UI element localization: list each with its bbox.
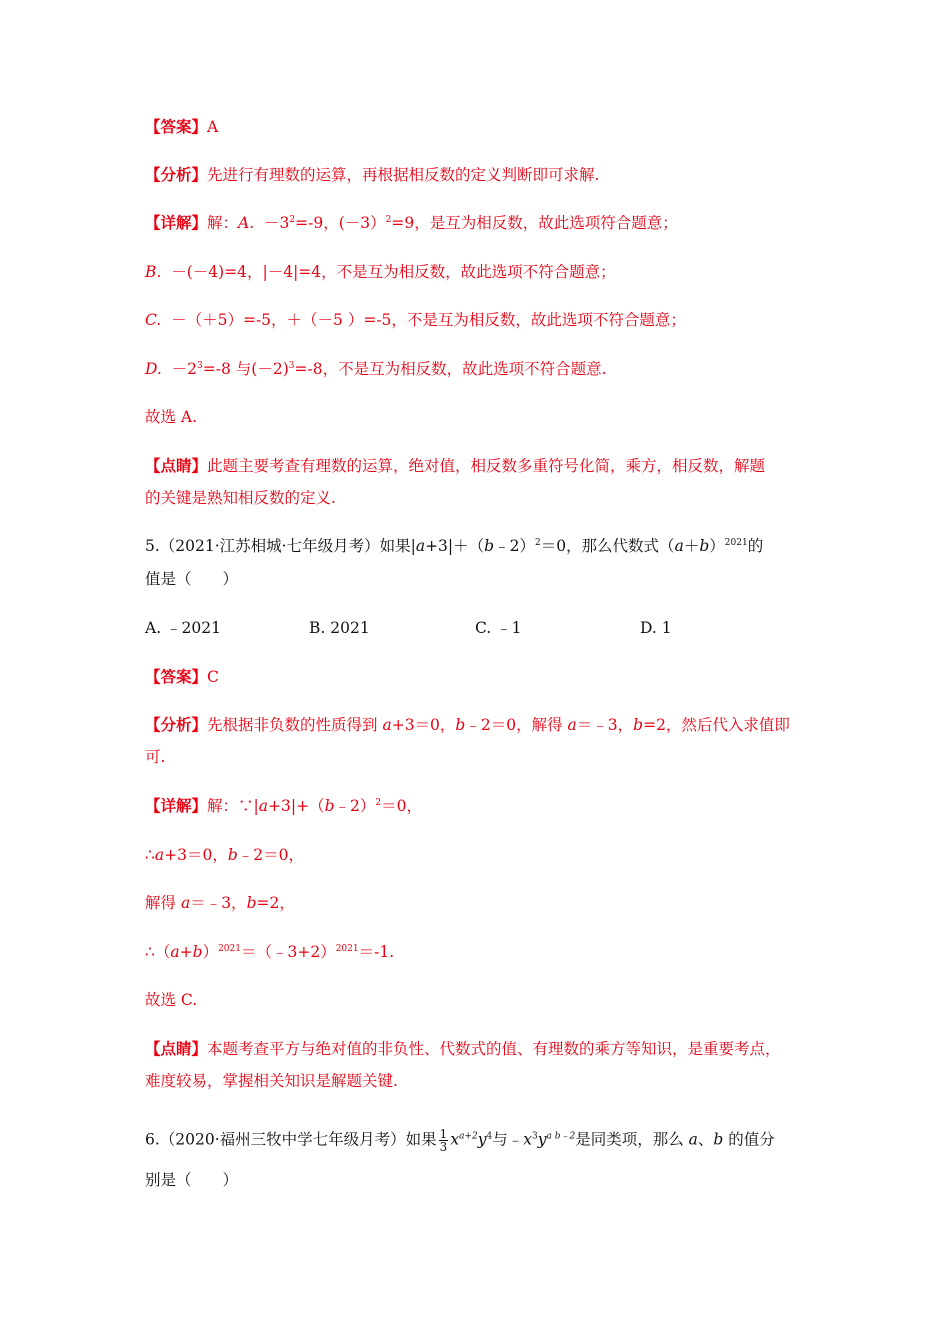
exponent: 2021 xyxy=(724,538,748,548)
exponent: a+2 xyxy=(459,1131,478,1142)
q6-stem-text: 是同类项，那么 xyxy=(575,1130,689,1149)
q5-stem-text: ＋ xyxy=(683,537,700,555)
q4-comment-line-2 xyxy=(145,487,336,509)
analysis-tag: 【分析】 xyxy=(145,165,208,184)
q5-detail-text: ﹣2＝0， xyxy=(237,846,305,864)
q5-options xyxy=(145,617,845,639)
q5-conclusion-text: 故选 C. xyxy=(145,991,198,1009)
var-x: x xyxy=(450,1130,460,1149)
q5-detail-text: =2， xyxy=(256,894,295,912)
var-b: b xyxy=(633,716,644,734)
q5-detail-text: 解：∵| xyxy=(207,797,259,815)
q4-option-c-text: －（＋5）=-5，＋（－5 ）=-5，不是互为相反数，故此选项不符合题意； xyxy=(171,311,686,329)
var-b: b xyxy=(192,943,203,961)
analysis-tag: 【分析】 xyxy=(145,715,208,734)
q4-option-a-text: －3 xyxy=(264,214,290,232)
q4-option-c-letter: C. xyxy=(145,311,162,329)
exponent: 2 xyxy=(375,798,382,808)
var-a: a xyxy=(688,1130,698,1149)
q5-analysis-text: ＝﹣3， xyxy=(576,716,634,734)
q4-answer-value: A xyxy=(207,118,219,136)
q5-analysis-text: =2，然后代入求值即 xyxy=(643,716,790,734)
q4-option-a-letter: A. xyxy=(238,214,255,232)
exponent: 2 xyxy=(289,215,296,225)
var-a: a xyxy=(382,716,392,734)
q5-stem-text: 的 xyxy=(747,537,764,555)
q5-analysis-text: ﹣2＝0，解得 xyxy=(465,716,568,734)
q4-conclusion-text: 故选 A. xyxy=(145,408,198,426)
exponent: 3 xyxy=(531,1131,538,1142)
var-a: a xyxy=(415,537,426,555)
q4-analysis-text: 先进行有理数的运算，再根据相反数的定义判断即可求解. xyxy=(207,166,600,184)
fraction-denominator: 3 xyxy=(439,1140,448,1154)
exponent: 2021 xyxy=(218,944,241,954)
q5-detail-text: ＝﹣3， xyxy=(190,894,247,912)
q4-conclusion xyxy=(145,406,197,428)
q5-option-d: D. 1 xyxy=(640,619,672,637)
q5-stem-line-1 xyxy=(145,535,763,557)
q6-stem-text: 别是（ ） xyxy=(145,1171,239,1189)
q6-stem-text: 、 xyxy=(697,1130,714,1149)
q5-detail-text: ＝-1. xyxy=(358,943,395,961)
var-b: b xyxy=(324,797,335,815)
q5-answer-line xyxy=(145,666,219,688)
q5-comment-text: 本题考查平方与绝对值的非负性、代数式的值、有理数的乘方等知识，是重要考点， xyxy=(207,1040,781,1058)
q4-option-d-text: =-8 与(－2) xyxy=(202,360,289,378)
exponent: 4 xyxy=(486,1131,493,1142)
q6-stem-text: 与﹣ xyxy=(492,1130,524,1149)
answer-tag: 【答案】 xyxy=(145,667,208,686)
var-y: y xyxy=(477,1130,487,1149)
exponent: 3 xyxy=(288,361,295,371)
q5-option-a: A. ﹣2021 xyxy=(145,619,221,637)
q5-detail-text: +3＝0， xyxy=(164,846,228,864)
q5-detail-text: ﹣2） xyxy=(334,797,376,815)
q5-stem-text: 值是（ ） xyxy=(145,570,239,588)
q5-detail-text: ＝（﹣3+2） xyxy=(240,943,336,961)
q4-option-d-text: －2 xyxy=(171,360,198,378)
q5-stem-line-2 xyxy=(145,568,238,590)
exponent: 2 xyxy=(534,538,541,548)
var-x: x xyxy=(523,1130,532,1149)
q5-analysis-line-1 xyxy=(145,714,790,736)
q5-detail-text: ∴ xyxy=(145,846,155,864)
q4-comment-text: 此题主要考查有理数的运算，绝对值，相反数多重符号化简，乘方，相反数，解题 xyxy=(207,457,766,475)
detail-tag: 【详解】 xyxy=(145,796,208,815)
q6-stem-line-2 xyxy=(145,1169,238,1191)
q5-comment-text: 难度较易，掌握相关知识是解题关键. xyxy=(145,1072,398,1090)
q4-detail-line-c xyxy=(145,309,686,331)
q5-stem-text: ﹣2） xyxy=(494,537,535,555)
q5-conclusion xyxy=(145,989,197,1011)
q5-detail-line-1 xyxy=(145,795,422,817)
fraction-numerator: 1 xyxy=(439,1127,448,1141)
q4-comment-text: 的关键是熟知相反数的定义. xyxy=(145,489,336,507)
answer-tag: 【答案】 xyxy=(145,117,208,136)
var-a: a xyxy=(154,846,165,864)
q4-option-d-text: =-8，不是互为相反数，故此选项不符合题意. xyxy=(294,360,607,378)
q6-stem-text: 的值分 xyxy=(723,1130,775,1149)
q5-detail-text: +3|+（ xyxy=(268,797,325,815)
q6-stem-line-1 xyxy=(145,1128,775,1153)
var-b: b xyxy=(699,537,710,555)
detail-tag: 【详解】 xyxy=(145,213,208,232)
q6-stem-text: 6.（2020·福州三牧中学七年级月考）如果 xyxy=(145,1130,437,1149)
comment-tag: 【点睛】 xyxy=(145,456,208,475)
q4-option-b-text: －(－4)=4，|－4|=4，不是互为相反数，故此选项不符合题意； xyxy=(171,263,616,281)
var-b: b xyxy=(246,894,257,912)
var-a: a xyxy=(567,716,577,734)
var-b: b xyxy=(455,716,466,734)
q5-detail-line-3 xyxy=(145,892,295,914)
q5-analysis-text: 先根据非负数的性质得到 xyxy=(207,716,383,734)
var-y: y xyxy=(537,1130,547,1149)
q5-comment-line-2 xyxy=(145,1070,398,1092)
exponent: 3 xyxy=(197,361,203,371)
q5-answer-value: C xyxy=(207,668,219,686)
q5-stem-text: ） xyxy=(709,537,725,555)
q4-option-d-letter: D. xyxy=(145,360,162,378)
var-a: a xyxy=(258,797,268,815)
q5-detail-text: 解得 xyxy=(145,894,181,912)
q5-detail-line-4 xyxy=(145,941,394,963)
q4-detail-line-b xyxy=(145,261,616,283)
q5-detail-text: ＝0， xyxy=(381,797,422,815)
q5-analysis-line-2 xyxy=(145,746,165,768)
comment-tag: 【点睛】 xyxy=(145,1039,208,1058)
q5-stem-text: ＝0，那么代数式（ xyxy=(540,537,675,555)
q4-answer-line xyxy=(145,116,218,138)
q5-option-b: B. 2021 xyxy=(309,619,370,637)
var-b: b xyxy=(713,1130,724,1149)
fraction-one-third xyxy=(439,1128,449,1153)
var-a: a xyxy=(170,943,180,961)
q4-option-a-text: =9，是互为相反数，故此选项符合题意； xyxy=(391,214,678,232)
q5-option-c: C. ﹣1 xyxy=(475,619,522,637)
exponent: 2 xyxy=(385,215,392,225)
exponent: a b﹣2 xyxy=(546,1131,576,1142)
q4-detail-line-a xyxy=(145,212,678,234)
q4-analysis-line xyxy=(145,164,599,186)
q4-detail-prefix: 解： xyxy=(207,214,239,232)
q4-option-b-letter: B. xyxy=(145,263,162,281)
q5-detail-text: ） xyxy=(202,943,219,961)
var-b: b xyxy=(227,846,238,864)
var-a: a xyxy=(180,894,191,912)
q5-comment-line-1 xyxy=(145,1038,781,1060)
q5-detail-line-2 xyxy=(145,844,304,866)
q5-detail-text: + xyxy=(179,943,193,961)
q4-option-a-text: =-9，(－3） xyxy=(295,214,386,232)
q5-analysis-text: +3＝0， xyxy=(391,716,456,734)
q4-detail-line-d xyxy=(145,358,607,380)
q5-detail-text: ∴（ xyxy=(145,943,171,961)
var-b: b xyxy=(484,537,495,555)
var-a: a xyxy=(674,537,684,555)
q5-stem-text: 5.（2021·江苏相城·七年级月考）如果| xyxy=(145,537,416,555)
exponent: 2021 xyxy=(335,944,359,954)
q4-comment-line-1 xyxy=(145,455,765,477)
q5-analysis-text: 可. xyxy=(145,748,166,766)
q5-stem-text: +3|＋（ xyxy=(425,537,485,555)
